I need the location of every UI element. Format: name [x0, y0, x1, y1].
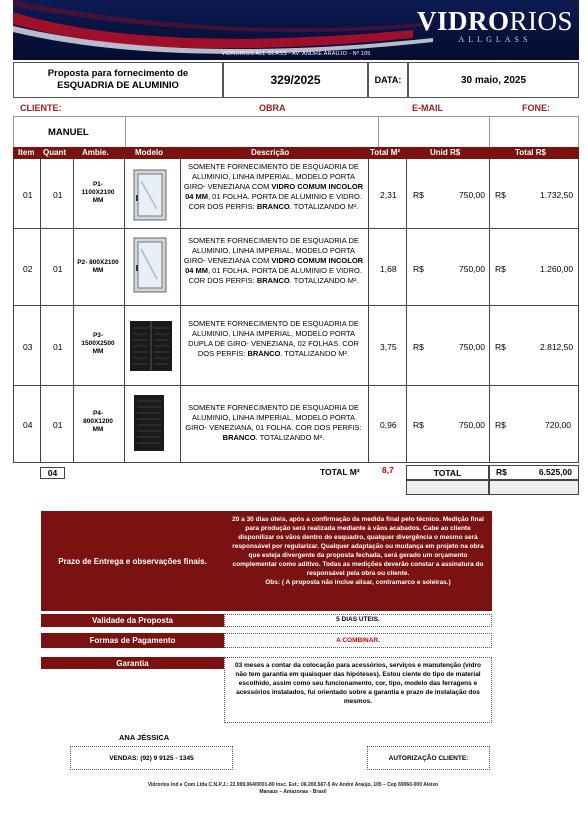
- cell-total: 1.732,50: [540, 190, 574, 200]
- cliente-label: CLIENTE:: [20, 103, 62, 113]
- pagamento-label: Formas de Pagamento: [41, 633, 224, 648]
- cell-ambiente: P3- 1500X2500 MM: [81, 332, 115, 355]
- cell-currency: R$: [413, 264, 424, 274]
- th-item: Item: [18, 148, 35, 157]
- proposal-title: Proposta para fornecimento de ESQUADRIA DE ALUMINIO: [13, 62, 223, 98]
- cell-descricao: SOMENTE FORNECIMENTO DE ESQUADRIA DE ALUMINIO, LINHA IMPERIAL, MODELO PORTA GIRO- VENEZIANA, 01 FOLHA. COR DOS PERFIS: BRANCO. TOTALIZANDO M².: [185, 403, 362, 442]
- cell-total: 2.812,50: [540, 342, 574, 352]
- quant-total: 04: [40, 467, 65, 479]
- brand-logo: VIDRORIOS ALLGLASS: [416, 6, 573, 44]
- cell-item: 02: [23, 264, 33, 274]
- email-label: E-MAIL: [412, 103, 443, 113]
- th-quant: Quant: [43, 148, 67, 157]
- validade-label: Validade da Proposta: [41, 614, 224, 627]
- header-banner: [13, 0, 579, 60]
- total-label: TOTAL: [406, 465, 489, 480]
- cell-ambiente: P4- 800X1200 MM: [83, 410, 113, 433]
- cell-quant: 01: [53, 420, 63, 430]
- cell-quant: 01: [53, 190, 63, 200]
- pagamento-value: A COMBINAR.: [224, 633, 492, 648]
- cell-ambiente: P1- 1100X2100 MM: [81, 181, 115, 204]
- louver-window-icon: [133, 394, 165, 452]
- cell-currency: R$: [495, 264, 506, 274]
- th-ambiente: Ambie.: [82, 148, 109, 157]
- prazo-label: Prazo de Entrega e observações finais.: [41, 511, 224, 611]
- cell-unit: 750,00: [459, 420, 485, 430]
- th-total: Total R$: [515, 148, 546, 157]
- cell-unit: 750,00: [459, 264, 485, 274]
- table-header: [13, 147, 579, 159]
- table-row: [13, 386, 579, 463]
- cell-item: 01: [23, 190, 33, 200]
- cell-item: 03: [23, 342, 33, 352]
- cell-descricao: SOMENTE FORNECIMENTO DE ESQUADRIA DE ALUMINIO, LINHA IMPERIAL, MODELO PORTA GIRO- VENEZIANA COM VIDRO COMUM INCOLOR 04 MM, 01 FOLHA. PORTA DE ALUMINIO E VIDRO. COR DOS PERFIS: BRANCO. TOTALIZANDO M².: [183, 162, 364, 211]
- cell-quant: 01: [53, 342, 63, 352]
- cell-descricao: SOMENTE FORNECIMENTO DE ESQUADRIA DE ALUMINIO, LINHA IMPERIAL, MODELO PORTA GIRO- VENEZIANA COM VIDRO COMUM INCOLOR 04 MM, 01 FOLHA. PORTA DE ALUMINIO E VIDRO. COR DOS PERFIS: BRANCO. TOTALIZANDO M².: [183, 236, 364, 285]
- total-m2-label: TOTAL M²: [320, 467, 360, 477]
- obra-label: OBRA: [259, 103, 286, 113]
- prazo-text: 20 a 30 dias úteis, após a confirmação da medida final pelo técnico. Medição final para produção será realizada mediante à vãos acabados. Cabe ao cliente disponilizar os vãos dentro do esquadro, qualquer divergência o mesmo será responsável por regularizar. Qualquer adaptação ou mudança em projeto na obra que esteja divergente da proposta fechada, será gerado um orçamento complementar como aditivo. Todas as medições deverão constar a assinatura do responsável pela obra ou cliente. Obs: ( A proposta não inclue alisar, contramarco e soleiras.): [224, 511, 492, 611]
- glass-door-icon: [133, 169, 167, 221]
- footer: Vidrorios Ind e Com Ltda C.N.P.J.: 22.999.064/0001-80 Insc. Est.: 06.200.567-5 Av André Araújo, 105 – Cep 69060-000 Aleixo Manaus – Amazonas - Brasil: [147, 782, 439, 795]
- table-row: [13, 159, 579, 229]
- cell-quant: 01: [53, 264, 63, 274]
- cell-currency: R$: [413, 190, 424, 200]
- cell-descricao: SOMENTE FORNECIMENTO DE ESQUADRIA DE ALUMINIO, LINHA IMPERIAL, MODELO PORTA DUPLA DE GIRO- VENEZIANA, 02 FOLHAS. COR DOS PERFIS: BRANCO. TOTALIZANDO M².: [188, 319, 359, 358]
- cell-ambiente: P2- 800X2100 MM: [77, 259, 119, 274]
- salesperson-name: ANA JÉSSICA: [119, 733, 170, 742]
- cell-currency: R$: [495, 190, 506, 200]
- banner-address: VIDRORIOS ALL GLASS - AV. ANDRÉ ARAÚJO - Nº 105: [221, 51, 371, 57]
- th-modelo: Modelo: [135, 148, 163, 157]
- total-currency: R$: [496, 467, 507, 477]
- glass-door-icon: [133, 237, 167, 293]
- table-row: [13, 229, 579, 306]
- cell-total: 1.260,00: [540, 264, 574, 274]
- th-descricao: Descrição: [251, 148, 290, 157]
- items-table-body: [13, 159, 579, 463]
- proposal-date: 30 maio, 2025: [408, 62, 579, 98]
- double-louver-door-icon: [129, 320, 173, 372]
- total-value: 6.525,00: [538, 467, 572, 477]
- validade-value: 5 DIAS UTEIS.: [224, 614, 492, 627]
- cell-currency: R$: [413, 342, 424, 352]
- cell-unit: 750,00: [459, 190, 485, 200]
- th-total-m2: Total M²: [370, 148, 401, 157]
- client-authorization: AUTORIZAÇÃO CLIENTE:: [367, 746, 490, 770]
- garantia-text: 03 meses a contar da colocação para acessórios, serviços e manutenção (vidro não tem garantia em quaisquer das hipóteses). Estou ciente do tipo de material escolhido, assim como seu funcionamento, cor, tipo, modelo das ferragens e acessórios instalados, fui orientado sobre a garantia e prazo de instalação dos mesmos.: [224, 657, 492, 723]
- garantia-label: Garantia: [41, 657, 224, 669]
- client-name: MANUEL: [48, 127, 89, 138]
- client-row: [13, 116, 579, 147]
- th-unid: Unid R$: [430, 148, 461, 157]
- total-m2-value: 8,7: [382, 465, 394, 475]
- cell-currency: R$: [495, 342, 506, 352]
- date-label: DATA:: [368, 62, 408, 98]
- cell-unit: 750,00: [459, 342, 485, 352]
- cell-total: 720,00: [545, 420, 571, 430]
- cell-currency: R$: [495, 420, 506, 430]
- fone-label: FONE:: [522, 103, 550, 113]
- cell-m2: 0,96: [380, 420, 397, 430]
- cell-m2: 3,75: [380, 342, 397, 352]
- total-value-cell: [489, 465, 579, 480]
- cell-m2: 2,31: [380, 190, 397, 200]
- proposal-number: 329/2025: [223, 62, 368, 98]
- cell-item: 04: [23, 420, 33, 430]
- sales-contact: VENDAS: (92) 9 9125 - 1345: [70, 746, 233, 770]
- cell-currency: R$: [413, 420, 424, 430]
- table-row: [13, 306, 579, 386]
- cell-m2: 1,68: [380, 264, 397, 274]
- grand-total-box: [406, 465, 579, 495]
